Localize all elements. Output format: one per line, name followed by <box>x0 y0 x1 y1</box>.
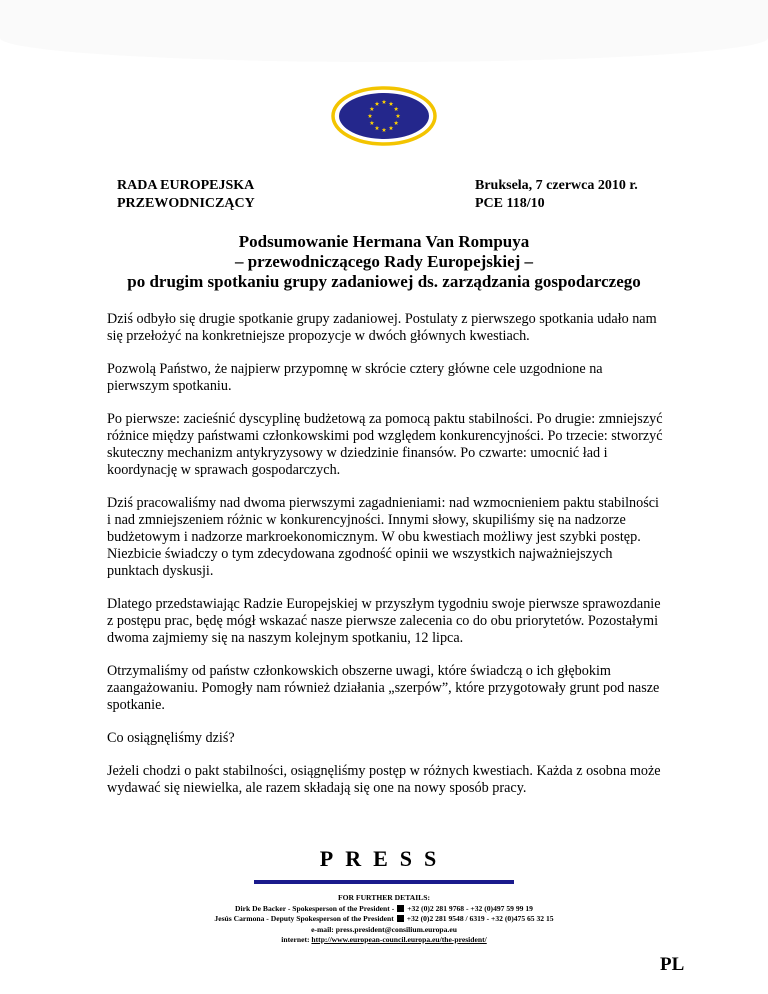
org-office: PRZEWODNICZĄCY <box>117 196 255 211</box>
paragraph: Pozwolą Państwo, że najpierw przypomnę w skrócie cztery główne cele uzgodnione na pierwszym spotkaniu. <box>107 361 603 394</box>
press-contact-footer <box>84 893 684 946</box>
paragraph: Dziś odbyło się drugie spotkanie grupy zadaniowej. Postulaty z pierwszego spotkania udało nam się przełożyć na konkretniejsze propozycje w dwóch głównych kwestiach. <box>107 311 657 344</box>
place-date: Bruksela, 7 czerwca 2010 r. <box>475 178 638 193</box>
email-line: e-mail: press.president@consilium.europa.eu <box>311 924 457 934</box>
paragraph: Dlatego przedstawiając Radzie Europejskiej w przyszłym tygodniu swoje pierwsze sprawozdanie z postępu prac, będę mógł wskazać nasze pierwsze zalecenia co do obu priorytetów. Pozostałymi dwoma zajmiemy się na naszym kolejnym spotkaniu, 12 lipca. <box>107 596 661 646</box>
top-decorative-band <box>0 0 768 62</box>
language-code: PL <box>660 954 685 975</box>
title-line-2: – przewodniczącego Rady Europejskiej – <box>234 252 534 271</box>
telephone-icon <box>397 915 404 922</box>
header-organization <box>117 177 255 213</box>
internet-line <box>84 935 684 946</box>
paragraph: Po pierwsze: zacieśnić dyscyplinę budżetową za pomocą paktu stabilności. Po drugie: zmniejszyć różnice między państwami członkowskimi pod względem konkurencyjności. Po trzecie: stworzyć skuteczny mechanizm antykryzysowy w dziedzinie finansów. Po czwarte: umocnić ład i koordynację w sprawach gospodarczych. <box>107 411 663 478</box>
paragraph: Dziś pracowaliśmy nad dwoma pierwszymi zagadnieniami: nad wzmocnieniem paktu stabilności i nad zmniejszeniem różnic w konkurencyjności. Innymi słowy, skupiliśmy się na nadzorze budżetowym i nadzorze markroekonomicznym. W obu kwestiach możliwy jest szybki postęp. Niezbicie świadczy o tym zdecydowana zgodność opinii we wszystkich najważniejszych punktach dyskusji. <box>107 495 659 579</box>
org-name: RADA EUROPEJSKA <box>117 178 255 193</box>
contact-1-phone: +32 (0)2 281 9768 - +32 (0)497 59 99 19 <box>407 903 533 913</box>
contact-1-name: Dirk De Backer - Spokesperson of the President - <box>235 903 395 913</box>
reference-number: PCE 118/10 <box>475 196 545 211</box>
press-heading: PRESS <box>319 846 449 871</box>
header-date-reference <box>475 177 638 213</box>
paragraph: Co osiągnęliśmy dziś? <box>107 730 235 746</box>
contact-2-phone: +32 (0)2 281 9548 / 6319 - +32 (0)475 65 32 15 <box>406 914 554 923</box>
footer-heading: FOR FURTHER DETAILS: <box>338 893 430 902</box>
contact-line-2 <box>84 914 684 925</box>
press-underline <box>254 880 514 884</box>
document-body <box>107 311 663 813</box>
contact-line-1 <box>84 904 684 915</box>
website-link[interactable]: http://www.european-council.europa.eu/the-president/ <box>311 935 487 944</box>
telephone-icon <box>397 905 404 912</box>
title-line-1: Podsumowanie Hermana Van Rompuya <box>238 232 530 251</box>
internet-label: internet: <box>281 935 310 944</box>
document-title <box>60 232 708 292</box>
title-line-3: po drugim spotkaniu grupy zadaniowej ds. zarządzania gospodarczego <box>127 272 641 291</box>
eu-council-logo <box>331 86 437 146</box>
contact-2-name: Jesús Carmona - Deputy Spokesperson of the President <box>214 914 394 923</box>
paragraph: Otrzymaliśmy od państw członkowskich obszerne uwagi, które świadczą o ich głębokim zaangażowaniu. Pomogły nam również działania „szerpów”, które przygotowały grunt pod nasze spotkanie. <box>107 663 660 713</box>
paragraph: Jeżeli chodzi o pakt stabilności, osiągnęliśmy postęp w różnych kwestiach. Każda z osobna może wydawać się niewielka, ale razem składają się one na nowy sposób pracy. <box>107 763 661 796</box>
